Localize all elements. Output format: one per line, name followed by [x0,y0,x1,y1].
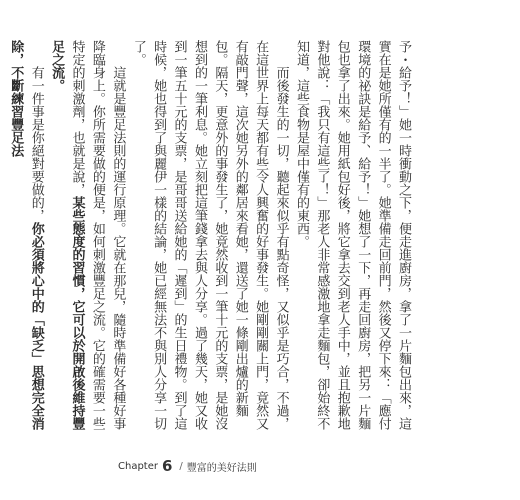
text-segment: 這就是豐足法則的運行原理。它就在那兒，隨時準備好各種好事降臨身上。你所需要做的便是，如何刺激豐足之流。它的確需要一些特定的刺激劑，也就是說， [69,40,126,430]
bold-text-segment: 某些態度的習慣，它可以於開啟後維持豐足之流。 [49,40,85,430]
paragraph [127,40,290,430]
paragraph [46,40,128,430]
bold-text-segment: 你必須將心中的「缺乏」思想完全消除，不斷練習豐足法 [8,40,44,430]
page-footer [118,457,257,475]
text-segment: 予・給予！」她一時衝動之下，便走進廚房，拿了一片麵包出來，這實在是她所僅有的一半了。她準備走回前門，然後又停下來：「應付環境的祕訣是給予、給予！」她想了一下，再走回廚房，把另一片麵包也拿了出來。她用紙包好後，將它拿去交到老人手中，並且抱歉地對他說：「我只有這些了！」那老人非常感激地拿走麵包，卻始終不知道，這些食物是屋中僅有的東西。 [293,40,411,430]
text-segment: 有一件事是你絕對要做的， [28,66,44,222]
paragraph [291,40,413,430]
chapter-label: Chapter [118,460,158,472]
body-text [8,40,413,430]
chapter-title: 豐富的美好法則 [186,462,257,474]
text-segment: 而後發生的一切，聽起來似乎有點奇怪，又似乎是巧合，不過，在這世界上每天都有些令人興奮的好事發生。她剛剛關上門，竟然又有敲門聲，這次她另外的鄰居來看她，還送了她一條剛出爐的新麵包。隔天，更意外的事發生了，她竟然收到一筆十元的支票，是她沒想到的一筆利息。她立刻把這筆錢拿去與人分享。過了幾天，她又收到一筆五十元的支票，是哥哥送給她的「遲到」的生日禮物。到了這時候，她也得到了與麗伊一樣的結論，她已經無法不與別人分享一切了。 [130,40,289,430]
chapter-number: 6 [161,457,173,475]
paragraph [5,40,46,430]
footer-separator: / [179,460,183,472]
